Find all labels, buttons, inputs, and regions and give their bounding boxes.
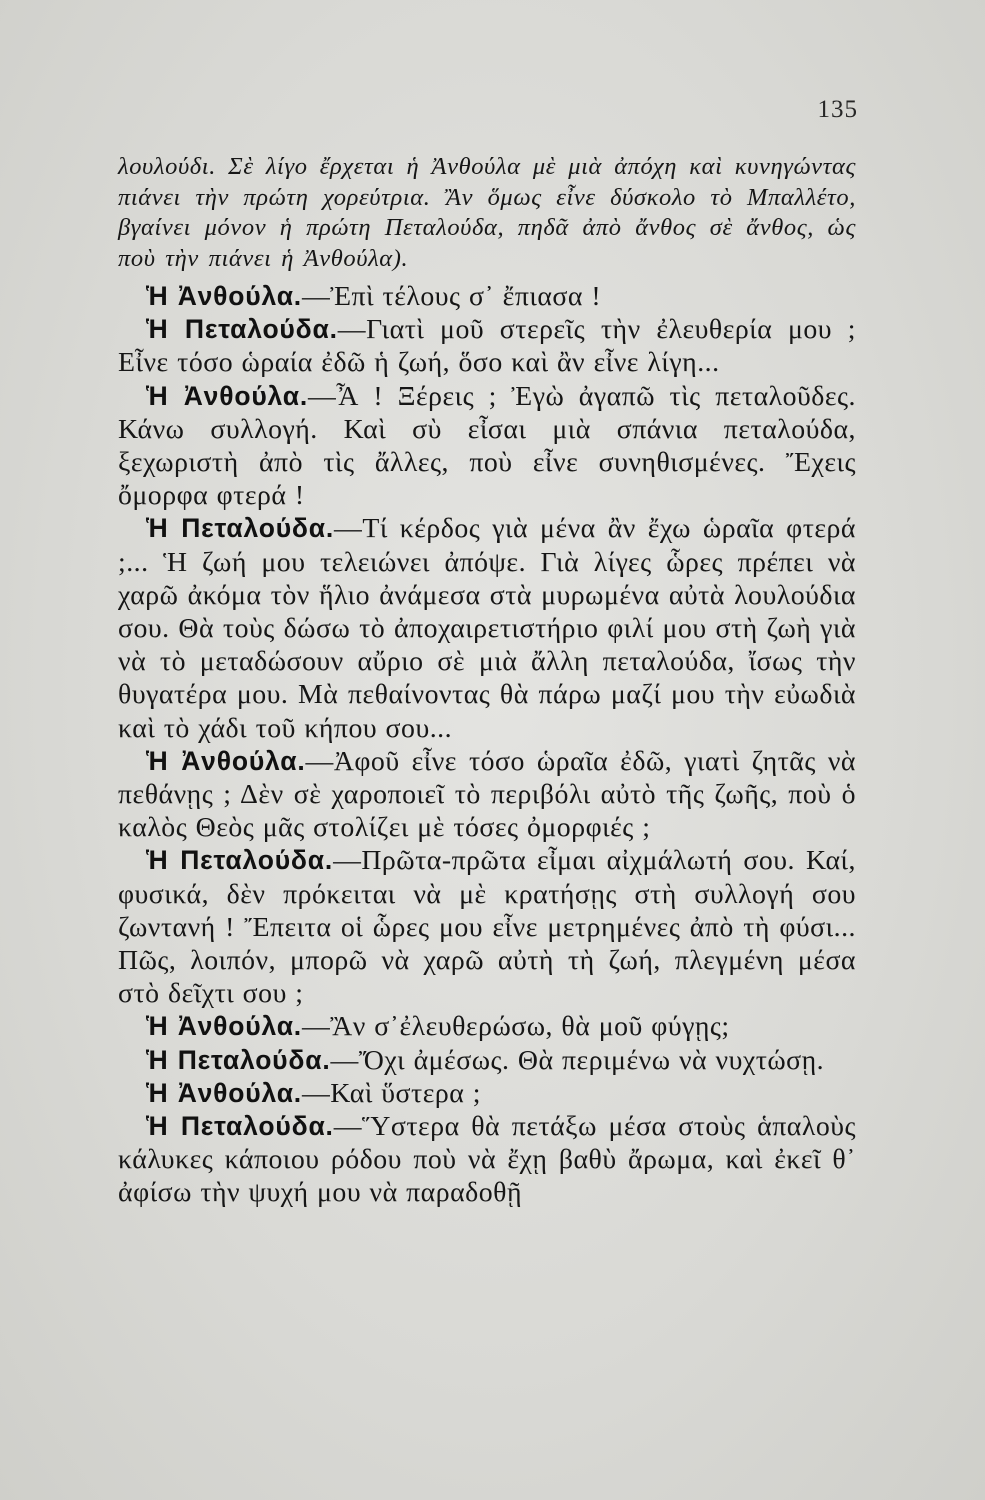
dialogue-line xyxy=(118,1110,856,1210)
dialogue-line xyxy=(118,745,856,845)
dialogue-line xyxy=(118,1010,856,1043)
dialogue-text: —Καὶ ὕστερα ; xyxy=(301,1077,481,1109)
dialogue-text: —Ἆ ! Ξέρεις ; Ἐγὼ ἀγαπῶ τὶς πεταλοῦδες. Κάνω συλλογή. Καὶ σὺ εἶσαι μιὰ σπάνια πεταλούδα, ξεχωριστὴ ἀπὸ τὶς ἄλλες, ποὺ εἶνε συνηθισμένες. Ἔχεις ὄμορφα φτερά ! xyxy=(118,380,857,512)
speaker-name: Ἡ Πεταλούδα. xyxy=(146,845,334,876)
speaker-name: Ἡ Ἀνθούλα. xyxy=(146,1077,302,1108)
speaker-name: Ἡ Ἀνθούλα. xyxy=(146,281,302,311)
dialogue-line xyxy=(118,380,856,513)
dialogue-text: —Ὕστερα θὰ πετάξω μέσα στοὺς ἁπαλοὺς κάλυκες κάποιου ρόδου ποὺ νὰ ἔχῃ βαθὺ ἄρωμα, καὶ ἐκεῖ θ᾽ ἀφίσω τὴν ψυχή μου νὰ παραδοθῇ xyxy=(118,1111,856,1209)
dialogue-line xyxy=(118,313,856,379)
dialogue-text: —Ἂν σ᾽ἐλευθερώσω, θὰ μοῦ φύγῃς; xyxy=(301,1011,730,1043)
speaker-name: Ἡ Πεταλούδα. xyxy=(146,1044,331,1075)
dialogue-text: —Τί κέρδος γιὰ μένα ἂν ἔχω ὡραῖα φτερά ;... Ἡ ζωή μου τελειώνει ἀπόψε. Γιὰ λίγες ὧρες πρέπει νὰ χαρῶ ἀκόμα τὸν ἥλιο ἀνάμεσα στὰ μυρωμένα αὐτὰ λουλούδια σου. Θὰ τοὺς δώσω τὸ ἀποχαιρετιστήριο φιλί μου στὴ ζωὴ γιὰ νὰ τὸ μεταδώσουν αὔριο σὲ μιὰ ἄλλη πεταλούδα, ἴσως τὴν θυγατέρα μου. Μὰ πεθαίνοντας θὰ πάρω μαζί μου τὴν εὐωδιὰ καὶ τὸ χάδι τοῦ κήπου σου... xyxy=(118,513,856,744)
dialogue-line xyxy=(118,1044,856,1077)
dialogue-text: —Ἐπὶ τέλους σ᾽ ἔπιασα ! xyxy=(301,281,602,312)
text-body xyxy=(118,152,856,1210)
dialogue-text: —Γιατὶ μοῦ στερεῖς τὴν ἐλευθερία μου ; Εἶνε τόσο ὡραία ἐδῶ ἡ ζωή, ὅσο καὶ ἂν εἶνε λίγη... xyxy=(118,314,856,379)
dialogue-text: —Πρῶτα-πρῶτα εἶμαι αἰχμάλωτή σου. Καί, φυσικά, δὲν πρόκειται νὰ μὲ κρατήσῃς στὴ συλλογή σου ζωντανή ! Ἔπειτα οἱ ὧρες μου εἶνε μετρημένες ἀπὸ τὴ φύσι... Πῶς, λοιπόν, μπορῶ νὰ χαρῶ αὐτὴ τὴ ζωή, πλεγμένη μέσα στὸ δεῖχτι σου ; xyxy=(118,845,856,1010)
dialogue-line xyxy=(118,1077,856,1110)
page-number: 135 xyxy=(817,96,858,123)
speaker-name: Ἡ Ἀνθούλα. xyxy=(146,745,306,776)
dialogue-line xyxy=(118,280,856,313)
dialogue-text: —Ἀφοῦ εἶνε τόσο ὡραῖα ἐδῶ, γιατὶ ζητᾶς νὰ πεθάνῃς ; Δὲν σὲ χαροποιεῖ τὸ περιβόλι αὐτὸ τῆς ζωῆς, ποὺ ὁ καλὸς Θεὸς μᾶς στολίζει μὲ τόσες ὀμορφιές ; xyxy=(118,745,856,844)
speaker-name: Ἡ Ἀνθούλα. xyxy=(146,1011,302,1042)
speaker-name: Ἡ Πεταλούδα. xyxy=(146,513,335,544)
stage-direction: λουλούδι. Σὲ λίγο ἔρχεται ἡ Ἀνθούλα μὲ μιὰ ἀπόχη καὶ κυνηγώντας πιάνει τὴν πρώτη χορεύτρια. Ἂν ὅμως εἶνε δύσκολο τὸ Μπαλλέτο, βγαίνει μόνον ἡ πρώτη Πεταλούδα, πηδᾶ ἀπὸ ἄνθος σὲ ἄνθος, ὡς ποὺ τὴν πιάνει ἡ Ἀνθούλα). xyxy=(118,153,856,272)
dialogue-line xyxy=(118,844,856,1010)
speaker-name: Ἡ Ἀνθούλα. xyxy=(146,380,309,411)
speaker-name: Ἡ Πεταλούδα. xyxy=(146,1111,334,1142)
speaker-name: Ἡ Πεταλούδα. xyxy=(146,314,338,345)
dialogue-line xyxy=(118,512,856,744)
dialogue-text: —Ὄχι ἀμέσως. Θὰ περιμένω νὰ νυχτώσῃ. xyxy=(330,1044,825,1076)
